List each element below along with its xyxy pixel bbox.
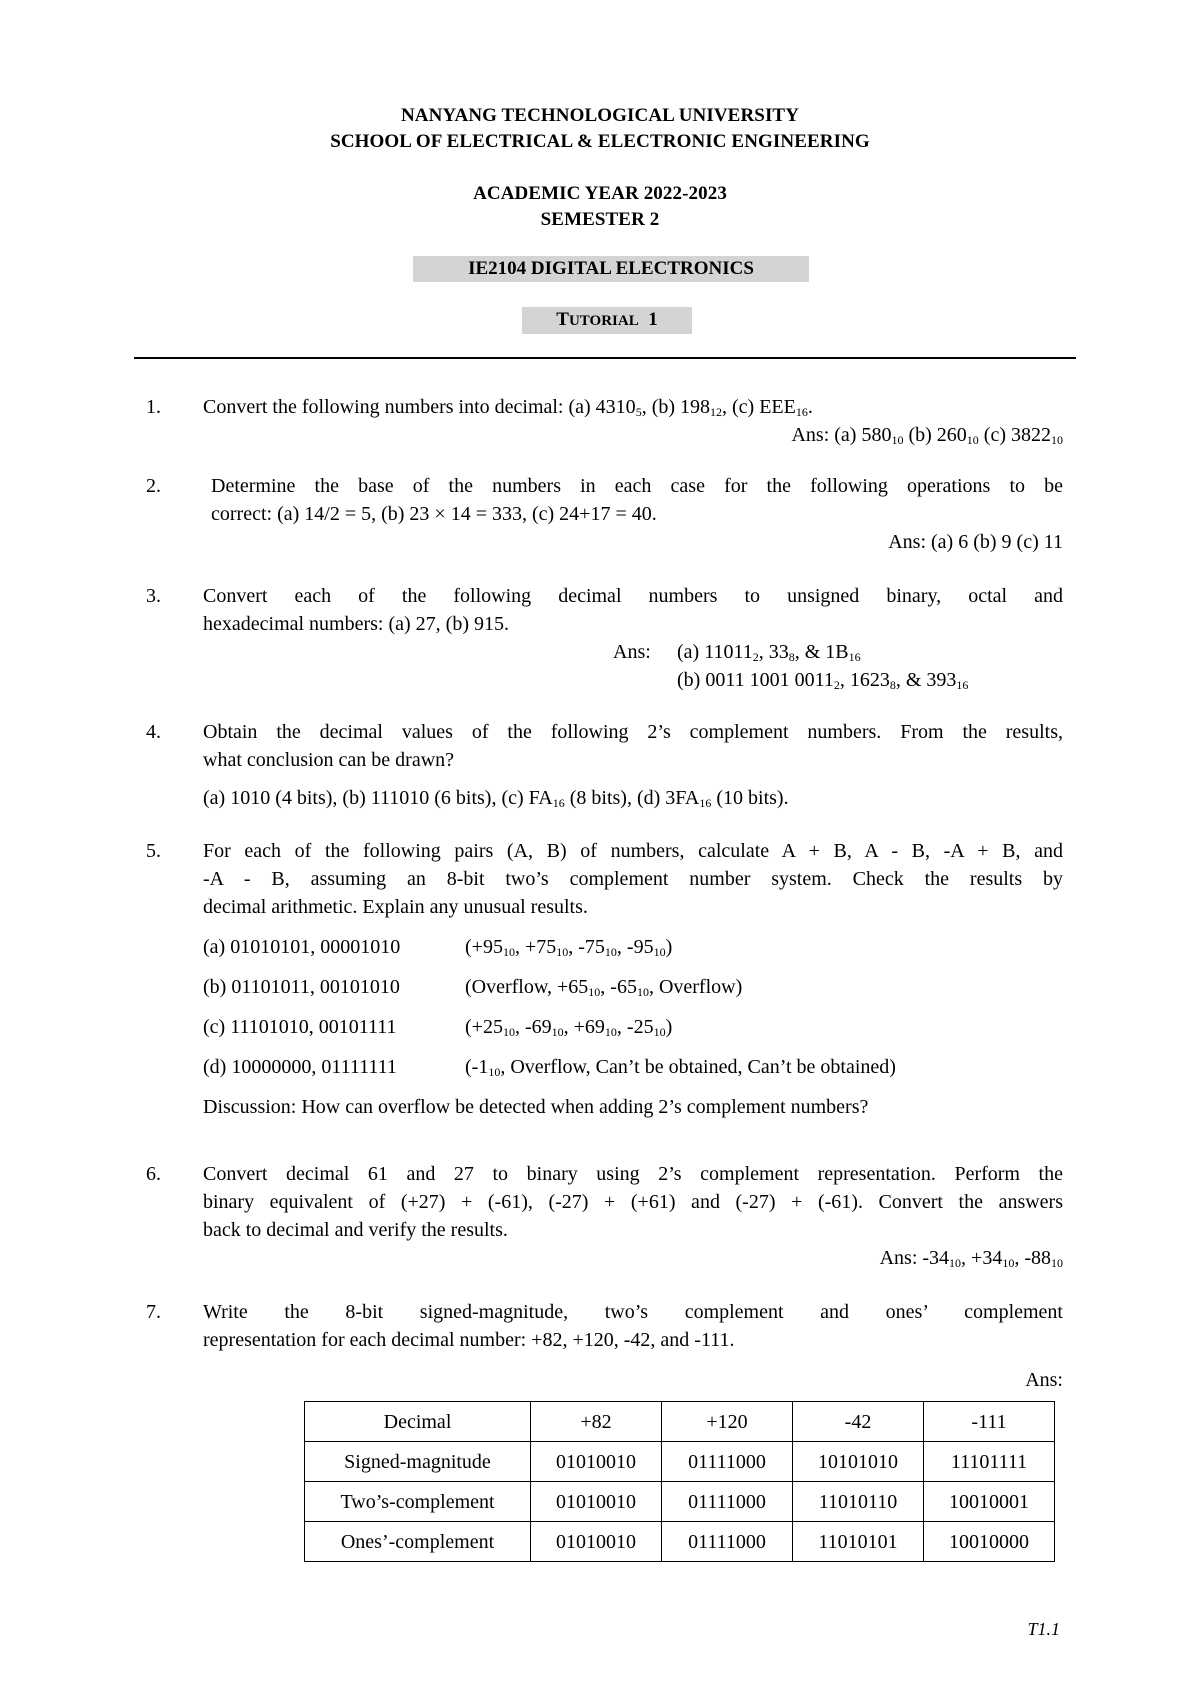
pair-row-a: (a) 01010101, 00001010 ($+95_{10}$, $+75_{10}$, $-75_{10}$, $-95_{10}$) [203, 936, 673, 959]
table-header-cell: -111 [924, 1402, 1055, 1442]
tutorial-title-rest: UTORIAL [568, 313, 639, 329]
answer-text: Ans: (a) $580_{10}$ (b) $260_{10}$ (c) $3822_{10}$ [791, 424, 1063, 447]
answer-text: Ans: $-34_{10}$, $+34_{10}$, $-88_{10}$ [879, 1247, 1063, 1270]
answer-label: Ans: [613, 641, 651, 663]
question-text-line: Determine the base of the numbers in each case for the following operations to be [211, 475, 1063, 497]
table-cell: Signed-magnitude [305, 1442, 531, 1482]
tutorial-title-initial: T [556, 309, 569, 330]
question-number: 4. [146, 721, 161, 743]
table-row [305, 1442, 1055, 1482]
university-name: NANYANG TECHNOLOGICAL UNIVERSITY [400, 105, 800, 126]
table-row [305, 1522, 1055, 1562]
question-text-line: Convert decimal 61 and 27 to binary using 2’s complement representation. Perform the [203, 1163, 1063, 1185]
answer-label: Ans: [1025, 1369, 1063, 1391]
question-text-line: Obtain the decimal values of the following 2’s complement numbers. From the results, [203, 721, 1063, 743]
page-number: T1.1 [1027, 1619, 1060, 1639]
table-cell: 10010000 [924, 1522, 1055, 1562]
pair-row-c: (c) 11101010, 00101111 ($+25_{10}$, $-69_{10}$, $+69_{10}$, $-25_{10}$) [203, 1016, 673, 1039]
question-number: 5. [146, 840, 161, 862]
representation-table [304, 1401, 1055, 1562]
answer-b: (b) 0011 1001 $0011_2$, $1623_8$, & $393_{16}$ [677, 669, 969, 692]
table-header-cell: +82 [531, 1402, 662, 1442]
table-cell: 10010001 [924, 1482, 1055, 1522]
table-cell: Two’s-complement [305, 1482, 531, 1522]
question-text-line: -A - B, assuming an 8-bit two’s complement number system. Check the results by [203, 868, 1063, 890]
table-cell: 01111000 [662, 1482, 793, 1522]
question-text-line: what conclusion can be drawn? [203, 749, 455, 771]
table-cell: 11101111 [924, 1442, 1055, 1482]
table-cell: 01111000 [662, 1442, 793, 1482]
question-text-line: representation for each decimal number: +82, +120, -42, and -111. [203, 1329, 735, 1351]
tutorial-number: 1 [648, 309, 658, 330]
question-items: (a) 1010 (4 bits), (b) 111010 (6 bits), (c) $FA_{16}$ (8 bits), (d) $3FA_{16}$ (10 bits). [203, 787, 789, 810]
question-text-line: Convert each of the following decimal numbers to unsigned binary, octal and [203, 585, 1063, 607]
question-number: 7. [146, 1301, 161, 1323]
table-header-row [305, 1402, 1055, 1442]
table-cell: 01111000 [662, 1522, 793, 1562]
table-cell: 10101010 [793, 1442, 924, 1482]
pair-row-b: (b) 01101011, 00101010 (Overflow, $+65_{10}$, $-65_{10}$, Overflow) [203, 976, 743, 999]
table-cell: 11010101 [793, 1522, 924, 1562]
question-text-line: Write the 8-bit signed-magnitude, two’s complement and ones’ complement [203, 1301, 1063, 1323]
table-header-cell: -42 [793, 1402, 924, 1442]
academic-year: ACADEMIC YEAR 2022-2023 [473, 183, 727, 204]
header-divider [134, 357, 1076, 359]
tutorial-title-box [522, 307, 692, 334]
question-text-line: decimal arithmetic. Explain any unusual results. [203, 896, 588, 918]
school-name: SCHOOL OF ELECTRICAL & ELECTRONIC ENGINEERING [330, 131, 870, 152]
question-text-line: For each of the following pairs (A, B) of numbers, calculate A + B, A - B, -A + B, and [203, 840, 1063, 862]
semester: SEMESTER 2 [540, 209, 660, 230]
course-title-box [413, 256, 809, 282]
answer-a: (a) $11011_2$, $33_8$, & $1B_{16}$ [677, 641, 861, 664]
table-row [305, 1482, 1055, 1522]
discussion-text: Discussion: How can overflow be detected when adding 2’s complement numbers? [203, 1096, 869, 1118]
question-number: 1. [146, 396, 161, 418]
table-cell: 01010010 [531, 1442, 662, 1482]
question-number: 3. [146, 585, 161, 607]
question-number: 6. [146, 1163, 161, 1185]
table-header-cell: +120 [662, 1402, 793, 1442]
table-cell: 01010010 [531, 1482, 662, 1522]
course-title: IE2104 DIGITAL ELECTRONICS [468, 258, 754, 279]
table-cell: 11010110 [793, 1482, 924, 1522]
pair-row-d: (d) 10000000, 01111111 ($-1_{10}$, Overflow, Can’t be obtained, Can’t be obtained) [203, 1056, 896, 1079]
question-text: Convert the following numbers into decimal: (a) $4310_5$, (b) $198_{12}$, (c) $EEE_{16}$. [203, 396, 813, 419]
question-text-line: hexadecimal numbers: (a) 27, (b) 915. [203, 613, 510, 635]
table-cell: 01010010 [531, 1522, 662, 1562]
question-text-line: correct: (a) 14/2 = 5, (b) 23 × 14 = 333, (c) 24+17 = 40. [211, 503, 657, 525]
answer-text: Ans: (a) 6 (b) 9 (c) 11 [888, 531, 1063, 553]
table-cell: Ones’-complement [305, 1522, 531, 1562]
table-header-cell: Decimal [305, 1402, 531, 1442]
question-text-line: binary equivalent of (+27) + (-61), (-27) + (+61) and (-27) + (-61). Convert the answers [203, 1191, 1063, 1213]
question-number: 2. [146, 475, 161, 497]
question-text-line: back to decimal and verify the results. [203, 1219, 508, 1241]
